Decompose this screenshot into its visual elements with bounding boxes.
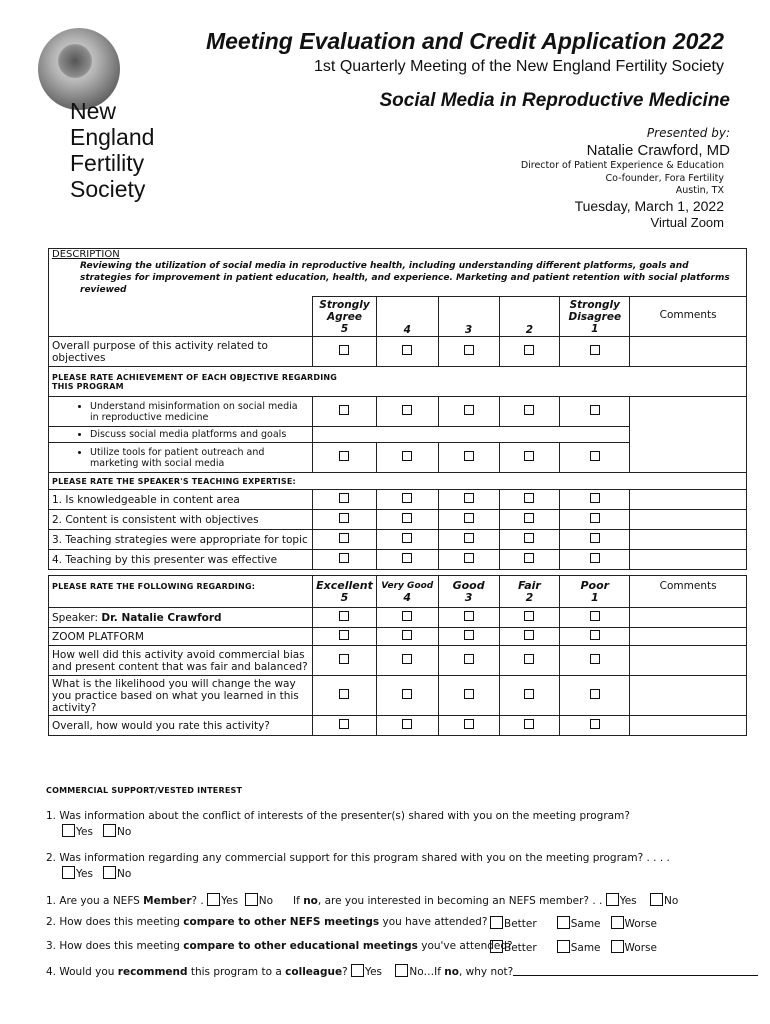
- nefs-question-1: 1. Are you a NEFS Member? . Yes No If no, are you interested in becoming an NEFS member? . . Yes No: [46, 895, 679, 907]
- zoom-platform-label: ZOOM PLATFORM: [49, 628, 313, 646]
- checkbox[interactable]: [402, 533, 412, 543]
- bias-question: How well did this activity avoid commercial bias and present content that was fair and balanced?: [49, 646, 313, 676]
- yes-checkbox[interactable]: [207, 893, 220, 906]
- checkbox[interactable]: [590, 493, 600, 503]
- table-row: [49, 337, 747, 367]
- checkbox[interactable]: [339, 513, 349, 523]
- checkbox[interactable]: [464, 689, 474, 699]
- commercial-answer-1: Yes No: [62, 824, 131, 838]
- nefs-answer-3: Better Same Worse: [490, 940, 657, 954]
- purpose-question: Overall purpose of this activity related to objectives: [49, 337, 313, 367]
- checkbox[interactable]: [339, 689, 349, 699]
- checkbox[interactable]: [339, 553, 349, 563]
- description-cell: [49, 249, 747, 297]
- speaker-name: Natalie Crawford, MD: [586, 142, 730, 159]
- comment-field[interactable]: [630, 397, 747, 473]
- header-4: 4: [376, 297, 438, 337]
- header-strongly-disagree: Strongly Disagree 1: [560, 297, 630, 337]
- comment-field[interactable]: [630, 608, 747, 628]
- table-row: [49, 510, 747, 530]
- checkbox[interactable]: [402, 630, 412, 640]
- header-poor: Poor 1: [560, 576, 630, 608]
- comment-field[interactable]: [630, 628, 747, 646]
- topic-title: Social Media in Reproductive Medicine: [379, 90, 730, 111]
- expertise-heading: PLEASE RATE THE SPEAKER'S TEACHING EXPERTISE:: [49, 473, 747, 490]
- expertise-3: 3. Teaching strategies were appropriate for topic: [49, 530, 313, 550]
- speaker-rating-label: Speaker: Dr. Natalie Crawford: [49, 608, 313, 628]
- checkbox[interactable]: [524, 654, 534, 664]
- checkbox[interactable]: [524, 719, 534, 729]
- checkbox[interactable]: [402, 513, 412, 523]
- checkbox[interactable]: [590, 345, 600, 355]
- header-comments: Comments: [630, 297, 747, 337]
- comment-field[interactable]: [630, 676, 747, 716]
- no-checkbox[interactable]: [395, 964, 408, 977]
- header-3: 3: [438, 297, 499, 337]
- checkbox[interactable]: [339, 451, 349, 461]
- table-row: [49, 530, 747, 550]
- description-label: DESCRIPTION: [52, 249, 120, 260]
- no-checkbox[interactable]: [650, 893, 663, 906]
- comment-field[interactable]: [630, 550, 747, 570]
- table-row: [49, 550, 747, 570]
- checkbox[interactable]: [464, 654, 474, 664]
- meeting-subtitle: 1st Quarterly Meeting of the New England Fertility Society: [314, 58, 724, 75]
- checkbox[interactable]: [524, 345, 534, 355]
- checkbox[interactable]: [402, 405, 412, 415]
- yes-checkbox[interactable]: [351, 964, 364, 977]
- checkbox[interactable]: [339, 533, 349, 543]
- nefs-question-3: 3. How does this meeting compare to other educational meetings you've attended?: [46, 940, 513, 952]
- checkbox[interactable]: [339, 345, 349, 355]
- checkbox[interactable]: [590, 533, 600, 543]
- expertise-1: 1. Is knowledgeable in content area: [49, 490, 313, 510]
- comment-field[interactable]: [630, 646, 747, 676]
- expertise-4: 4. Teaching by this presenter was effective: [49, 550, 313, 570]
- checkbox[interactable]: [464, 533, 474, 543]
- table-row: [49, 397, 747, 427]
- speaker-role-2: Co-founder, Fora Fertility: [605, 173, 724, 184]
- header-excellent: Excellent 5: [313, 576, 377, 608]
- meeting-date: Tuesday, March 1, 2022: [574, 198, 724, 214]
- checkbox[interactable]: [590, 513, 600, 523]
- presented-by-label: Presented by:: [646, 126, 730, 140]
- checkbox[interactable]: [339, 719, 349, 729]
- checkbox[interactable]: [464, 405, 474, 415]
- better-checkbox[interactable]: [490, 940, 503, 953]
- checkbox[interactable]: [464, 451, 474, 461]
- objective-2: • Discuss social media platforms and goals: [90, 429, 309, 440]
- checkbox[interactable]: [524, 405, 534, 415]
- checkbox[interactable]: [464, 719, 474, 729]
- checkbox[interactable]: [590, 405, 600, 415]
- logo-figure-icon: [58, 44, 92, 78]
- same-checkbox[interactable]: [557, 916, 570, 929]
- checkbox[interactable]: [339, 611, 349, 621]
- commercial-question-2: 2. Was information regarding any commercial support for this program shared with you on the meeting program? . . . .: [46, 852, 670, 864]
- objective-1: • Understand misinformation on social media in reproductive medicine: [90, 401, 309, 423]
- checkbox[interactable]: [524, 513, 534, 523]
- table-row: [49, 646, 747, 676]
- checkbox[interactable]: [590, 611, 600, 621]
- checkbox[interactable]: [339, 654, 349, 664]
- objective-3: • Utilize tools for patient outreach and marketing with social media: [90, 447, 309, 469]
- likelihood-question: What is the likelihood you will change the way you practice based on what you learned in this activity?: [49, 676, 313, 716]
- checkbox[interactable]: [590, 654, 600, 664]
- nefs-question-4: 4. Would you recommend this program to a colleague? Yes No…If no, why not?: [46, 964, 758, 978]
- better-checkbox[interactable]: [490, 916, 503, 929]
- speaker-location: Austin, TX: [675, 185, 724, 196]
- checkbox[interactable]: [402, 345, 412, 355]
- yes-checkbox[interactable]: [62, 866, 75, 879]
- table-row: [49, 608, 747, 628]
- evaluation-table: [48, 248, 747, 736]
- expertise-2: 2. Content is consistent with objectives: [49, 510, 313, 530]
- checkbox[interactable]: [524, 553, 534, 563]
- checkbox[interactable]: [524, 611, 534, 621]
- table-row: [49, 716, 747, 736]
- overall-question: Overall, how would you rate this activity?: [49, 716, 313, 736]
- checkbox[interactable]: [402, 451, 412, 461]
- table-row: [49, 628, 747, 646]
- checkbox[interactable]: [402, 611, 412, 621]
- meeting-venue: Virtual Zoom: [650, 215, 724, 230]
- checkbox[interactable]: [339, 630, 349, 640]
- nefs-question-2: 2. How does this meeting compare to other NEFS meetings you have attended?: [46, 916, 488, 928]
- checkbox[interactable]: [464, 553, 474, 563]
- checkbox[interactable]: [590, 451, 600, 461]
- objectives-heading: PLEASE RATE ACHIEVEMENT OF EACH OBJECTIVE REGARDING THIS PROGRAM: [49, 367, 747, 397]
- header-2: 2: [499, 297, 560, 337]
- checkbox[interactable]: [402, 689, 412, 699]
- checkbox[interactable]: [464, 345, 474, 355]
- checkbox[interactable]: [402, 719, 412, 729]
- yes-checkbox[interactable]: [62, 824, 75, 837]
- commercial-answer-2: Yes No: [62, 866, 131, 880]
- table-row: [49, 490, 747, 510]
- yes-checkbox[interactable]: [606, 893, 619, 906]
- checkbox[interactable]: [402, 654, 412, 664]
- commercial-heading: COMMERCIAL SUPPORT/VESTED INTEREST: [46, 786, 243, 795]
- no-checkbox[interactable]: [103, 866, 116, 879]
- speaker-role-1: Director of Patient Experience & Education: [520, 160, 724, 171]
- checkbox[interactable]: [464, 513, 474, 523]
- worse-checkbox[interactable]: [611, 940, 624, 953]
- checkbox[interactable]: [524, 689, 534, 699]
- comment-field[interactable]: [630, 490, 747, 510]
- header-very-good: Very Good 4: [376, 576, 438, 608]
- header-strongly-agree: Strongly Agree 5: [313, 297, 377, 337]
- org-name: New England Fertility Society: [70, 98, 155, 202]
- checkbox[interactable]: [590, 719, 600, 729]
- header-good: Good 3: [438, 576, 499, 608]
- page-title: Meeting Evaluation and Credit Application 2022: [205, 28, 724, 54]
- comment-field[interactable]: [630, 510, 747, 530]
- why-not-field[interactable]: [513, 964, 758, 976]
- comment-field[interactable]: [630, 716, 747, 736]
- checkbox[interactable]: [590, 553, 600, 563]
- checkbox[interactable]: [339, 493, 349, 503]
- checkbox[interactable]: [464, 493, 474, 503]
- checkbox[interactable]: [464, 630, 474, 640]
- table-row: [49, 676, 747, 716]
- description-text: Reviewing the utilization of social media in reproductive health, including understanding different platforms, goals and strategies for improvement in patient education, health, and experience. Marketing and patient retention with social platforms reviewed: [80, 261, 730, 295]
- checkbox[interactable]: [524, 533, 534, 543]
- comment-field[interactable]: [630, 530, 747, 550]
- checkbox[interactable]: [590, 630, 600, 640]
- following-heading: PLEASE RATE THE FOLLOWING REGARDING:: [49, 576, 313, 608]
- commercial-question-1: 1. Was information about the conflict of interests of the presenter(s) shared with you on the meeting program?: [46, 810, 630, 822]
- nefs-answer-2: Better Same Worse: [490, 916, 657, 930]
- checkbox[interactable]: [339, 405, 349, 415]
- comment-field[interactable]: [630, 337, 747, 367]
- checkbox[interactable]: [464, 611, 474, 621]
- checkbox[interactable]: [524, 451, 534, 461]
- no-checkbox[interactable]: [103, 824, 116, 837]
- checkbox[interactable]: [524, 493, 534, 503]
- worse-checkbox[interactable]: [611, 916, 624, 929]
- no-checkbox[interactable]: [245, 893, 258, 906]
- checkbox[interactable]: [590, 689, 600, 699]
- checkbox[interactable]: [402, 493, 412, 503]
- header-fair: Fair 2: [499, 576, 560, 608]
- same-checkbox[interactable]: [557, 940, 570, 953]
- checkbox[interactable]: [402, 553, 412, 563]
- checkbox[interactable]: [524, 630, 534, 640]
- header-comments-2: Comments: [630, 576, 747, 608]
